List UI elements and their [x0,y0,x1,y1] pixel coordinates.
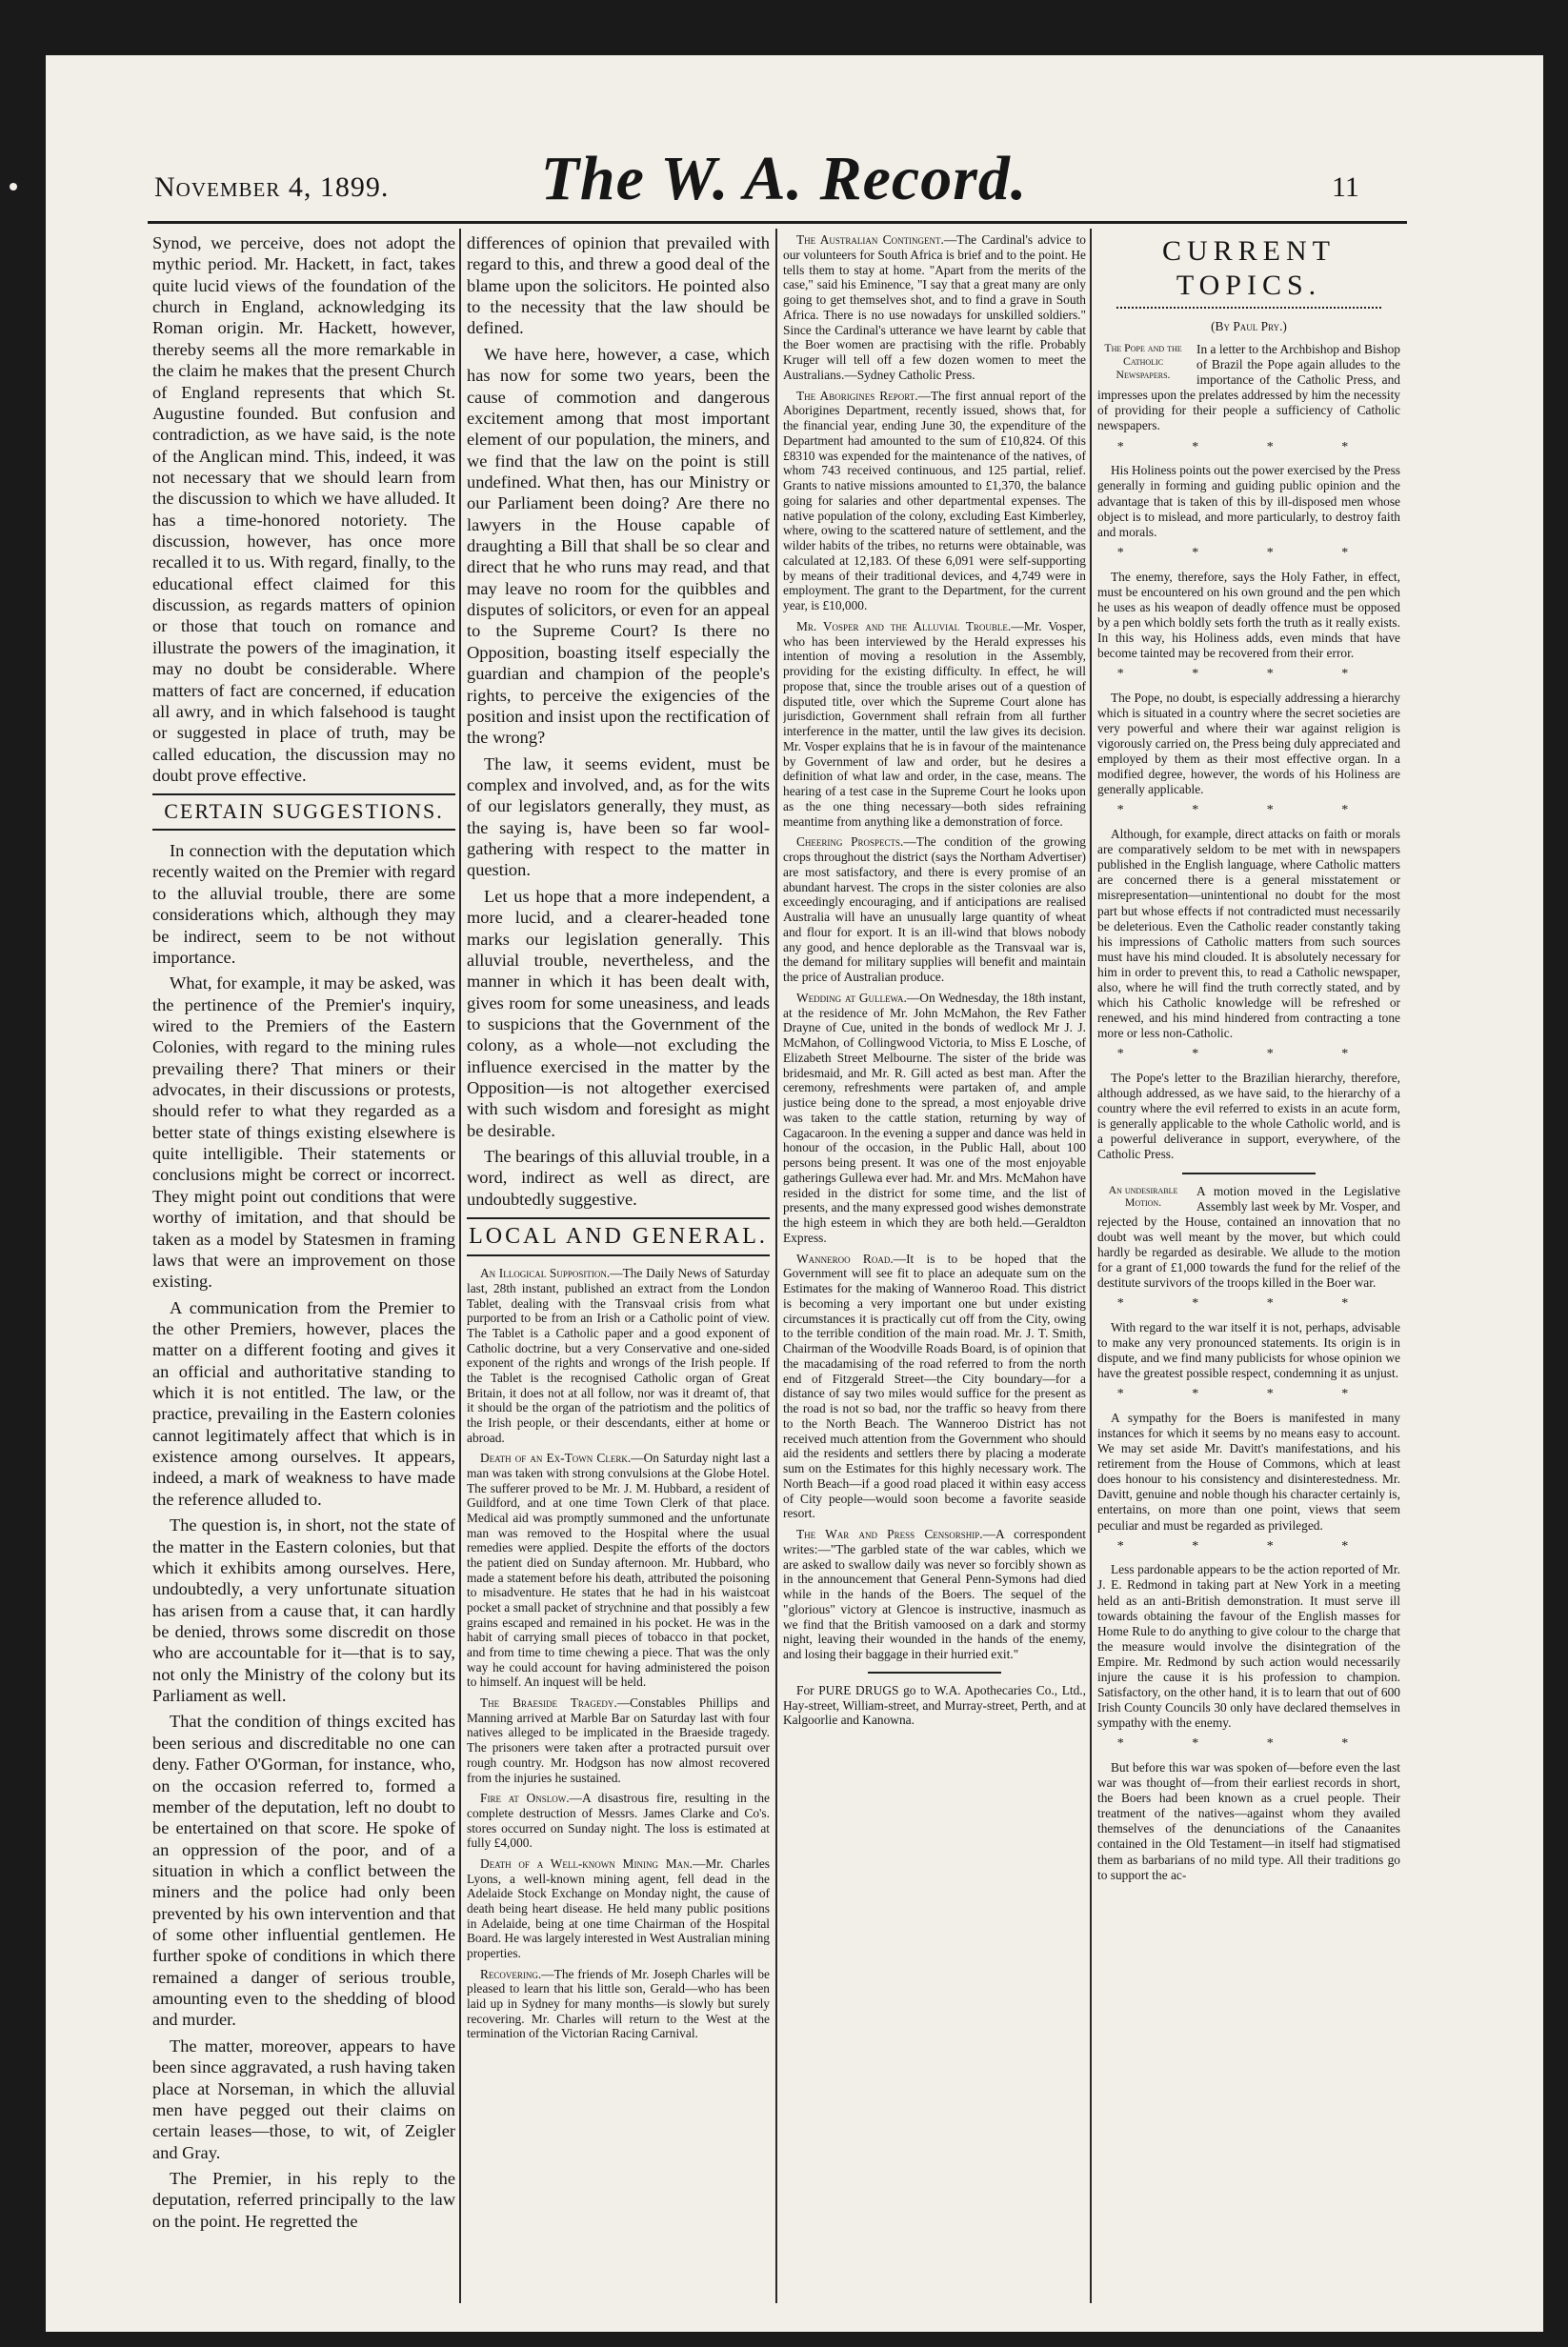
item-heading: Cheering Prospects.— [796,834,916,850]
column-1 [152,232,455,2322]
section-stars: * * * * [1116,1296,1381,1312]
advert-text: For PURE DRUGS go to W.A. Apothecaries Co., Ltd., Hay-street, William-street, and Murray-street, Perth, and at Kalgoorlie and Kanowna. [783,1682,1086,1728]
topic-paragraph: But before this war was spoken of—before even the last war was thought of—from their earliest records in short, the Boers had been known as a cruel people. Their treatment of the natives—against whom they availed themselves of the denunciations of the Canaanites contained in the Old Testament—in itself had stigmatised them as barbarians of no mild type. All their traditions go to support the ac- [1097,1760,1400,1882]
topic-paragraph: The Pope's letter to the Brazilian hierarchy, therefore, although addressed, as we have said, to the hierarchy of a country where the evil referred to exists in an acute form, is generally applicable to the whole Catholic world, and is a powerful deliverance in support, everywhere, of the Catholic Press. [1097,1071,1400,1162]
item-text: The Daily News of Saturday last, 28th instant, published an extract from the London Tablet, dealing with the Transvaal crisis from what purported to be from an Irish or a Catholic point of view. The Tablet is a Catholic paper and a good exponent of Catholic doctrine, but a very Conservative and one-sided exponent of the rights and wrongs of the Irish people. If the Tablet is the recognised Catholic organ of Great Britain, it does not at all follow, nor was it dreamt of, that it should be the organ of the patriotism and the politics of the Irish people, or their descendants, either at home or abroad. [467,1266,770,1445]
column-2 [467,232,770,2322]
item-text: The Cardinal's advice to our volunteers for South Africa is brief and to the point. He tells them to stay at home. "Apart from the merits of the case," said his Eminence, "I say that a great many are only going to get themselves shot, and to find a grave in South Africa. There is no use nowadays for unskilled soldiers." Since the Cardinal's utterance we have learnt by cable that the Boer women are practising with the rifle. Probably Kruger will tell off a few dozen women to meet the Australians.—Sydney Catholic Press. [783,232,1086,382]
article-paragraph: What, for example, it may be asked, was the pertinence of the Premier's inquiry, wired to the Premiers of the Eastern Colonies, with regard to the mining rules prevailing there? That miners or their advocates, in their discussions or protests, should refer to what they regarded as a better state of things existing elsewhere is quite intelligible. Their statements or conclusions might be correct or incorrect. They might point out conditions that were worthy of imitation, and that should be taken as a model by Statesmen in framing laws that were an improvement on those existing. [152,973,455,1292]
item-heading: Wedding at Gullewa.— [796,990,920,1005]
news-item [783,1527,1086,1662]
article-paragraph: The matter, moreover, appears to have been since aggravated, a rush having taken place at Norseman, in which the alluvial men have pegged out their claims on certain leases—those, to wit, of Zeigler and Gray. [152,2036,455,2162]
item-text: The friends of Mr. Joseph Charles will be pleased to learn that his little son, Gerald—who has been laid up in Sydney for many months—is slowly but surely recovering. Mr. Charles will return to the West at the termination of the Victorian Racing Carnival. [467,1966,770,2041]
topic-paragraph: In a letter to the Archbishop and Bishop of Brazil the Pope again alludes to the importance of the Catholic Press, and impresses upon the prelates addressed by him the necessity of providing for their people a sufficiency of Catholic newspapers. [1097,342,1400,433]
item-heading: An Illogical Supposition.— [480,1266,623,1281]
article-paragraph: The question is, in short, not the state of the matter in the Eastern colonies, but that which it exhibits among ourselves. Here, undoubtedly, a very unfortunate situation has arisen from a cause that, it can hardly be denied, throws some discredit on those who are accountable for it—that is to say, not only the Ministry of the colony but its Parliament as well. [152,1515,455,1706]
section-heading-certain-suggestions: CERTAIN SUGGESTIONS. [152,793,455,831]
column-3 [783,232,1086,2322]
news-item [783,232,1086,383]
article-paragraph: In connection with the deputation which recently waited on the Premier with regard to the alluvial trouble, there are some considerations which, although they may be indirect, seem to be not without importance. [152,841,455,967]
news-item [783,991,1086,1246]
side-heading-pope-newspapers: The Pope and the Catholic Newspapers. [1104,341,1182,381]
article-paragraph: The law, it seems evident, must be complex and involved, and, as for the wits of our legislators generally, they must, as the saying is, have been so far wool-gathering with respect to the matter in question. [467,753,770,880]
item-heading: Wanneroo Road.— [796,1251,907,1266]
news-item [467,1451,770,1690]
topic-paragraph: With regard to the war itself it is not, perhaps, advisable to make any very pronounced statements. Its origin is in dispute, and we find many publicists for whose opinion we have the greatest possible respect, condemning it as unjust. [1097,1319,1400,1381]
article-paragraph: Let us hope that a more independent, a more lucid, and a clearer-headed tone marks our legislation generally. This alluvial trouble, nevertheless, and the manner in which it has been dealt with, gives room for some uneasiness, and leads to suspicions that the Government of the colony, as a whole—not excluding the influence exercised in the matter by the Opposition—is not altogether exercised with such wisdom and foresight as might be desirable. [467,886,770,1140]
item-text: A correspondent writes:—"The garbled state of the war cables, which we are asked to swallow daily was never so forcibly shown as in the announcement that General Penn-Symons had died while in the hands of the Boers. The sequel of the "glorious" victory at Glencoe is instructive, inasmuch as we find that the British vamoosed on a dark and stormy night, leaving their wounded in the hands of the enemy, and losing their baggage in their hurried exit." [783,1527,1086,1661]
section-stars: * * * * [1116,803,1381,818]
item-heading: The Aborigines Report.— [796,388,931,403]
header-rule [148,221,1407,224]
section-stars: * * * * [1116,1047,1381,1062]
section-stars: * * * * [1116,1387,1381,1402]
section-stars: * * * * [1116,439,1381,454]
item-heading: Recovering.— [480,1966,554,1981]
item-heading: Death of a Well-known Mining Man. [480,1856,693,1871]
divider-rule [868,1672,1001,1674]
topic-paragraph: A motion moved in the Legislative Assembly last week by Mr. Vosper, and rejected by the House, contained an innovation that no doubt was well meant by the mover, but which could hardly be regarded as desirable. We allude to the motion for a grant of £1,000 towards the fund for the relief of the destitute survivors of the troops killed in the Boer war. [1097,1183,1400,1290]
topic-paragraph: A sympathy for the Boers is manifested in many instances for which it seems by no means easy to account. We may set aside Mr. Davitt's manifestations, and his retirement from the House of Commons, which at least does honour to his consistency and disinterestedness. Mr. Davitt, genuine and noble though his character certainly is, entertains, on more than one point, views that seem peculiar and must be regarded as privileged. [1097,1410,1400,1533]
advertisement [783,1683,1086,1728]
side-heading-undesirable-motion: An undesirable Motion. [1108,1182,1178,1210]
item-text: On Wednesday, the 18th instant, at the residence of Mr. John McMahon, the Rev Father Drayne of Cue, united in the bonds of wedlock Mr J. J. McMahon, of Collingwood Victoria, to Miss E Losche, of Elizabeth Street Melbourne. The sister of the bride was bridesmaid, and Mr. R. Gill acted as best man. After the ceremony, refreshments were partaken of, and ample justice being done to the spread, a most enjoyable drive was taken to the cattle station, returning by way of Cagacaroon. In the evening a supper and dance was held in honour of the occasion, in the Public Hall, about 100 persons being present. It was one of the most enjoyable gatherings Gullewa ever had. Mr. and Mrs. McMahon have resided in the district for some time, and the list of presents, and the many expressed good wishes demonstrate the high esteem in which they are both held.—Geraldton Express. [783,990,1086,1245]
masthead-title: The W. A. Record. [540,144,1028,213]
decorative-rule [1116,307,1381,313]
section-stars: * * * * [1116,1736,1381,1752]
topic-paragraph: The Pope, no doubt, is especially addressing a hierarchy which is situated in a country where the secret societies are very powerful and where their war against religion is vigorously carried on, the Press being duly appreciated and employed by them as their most effective organ. In a modified degree, however, the words of his Holiness are generally applicable. [1097,690,1400,797]
divider-rule [1182,1173,1316,1174]
article-paragraph: The bearings of this alluvial trouble, in a word, indirect as well as direct, are undoubtedly suggestive. [467,1147,770,1209]
column-divider [459,229,461,2303]
local-news-items [467,1266,770,2041]
news-item [783,1252,1086,1522]
article-paragraph: A communication from the Premier to the other Premiers, however, places the matter on a different footing and gives it an official and authoritative standing to which it is not entitled. The law, or the practice, prevailing in the Eastern colonies cannot legitimately affect that which is in existence among ourselves. It appears, indeed, a mark of weakness to have made the reference alluded to. [152,1297,455,1509]
topic-paragraph: His Holiness points out the power exercised by the Press generally in forming and guiding public opinion and the advantage that is taken of this by ill-disposed men whose object is to mislead, and more particularly, to destroy faith and morals. [1097,463,1400,539]
column-divider [1090,229,1092,2303]
article-paragraph: The Premier, in his reply to the deputation, referred principally to the law on the point. He regretted the [152,2168,455,2231]
column-divider [775,229,777,2303]
item-heading: Mr. Vosper and the Alluvial Trouble. [796,618,1012,633]
section-stars: * * * * [1116,1538,1381,1554]
synod-paragraph: Synod, we perceive, does not adopt the mythic period. Mr. Hackett, in fact, takes quite lucid views of the foundation of the church in England, acknowledging its Roman origin. Mr. Hackett, however, thereby seems all the more remarkable in the claim he makes that the present Church of England represents that which St. Augustine founded. But confusion and contradiction, as we have said, is the note of the Anglican mind. This, indeed, it was not necessary that we should learn from the discussion to which we have alluded. It has a time-honored notoriety. The discussion, however, has once more recalled it to us. With regard, finally, to the educational effect claimed for this discussion, as regards matters of opinion or those that touch on romance and illustrate the powers of the imagination, it may no doubt be considerable. Where matters of fact are concerned, if education all awry, and in which falsehood is taught or suggested in place of truth, may be called education, the discussion may no doubt prove effective. [152,233,455,785]
item-text: The condition of the growing crops throughout the district (says the Northam Advertiser) are most satisfactory, and there is every promise of an abundant harvest. The crops in the sister colonies are also exceedingly encouraging, and if anticipations are realised Australia will have an unusually large quantity of wheat and flour for export. It is an ill-wind that blows nobody any good, and hence deplorable as the Transvaal war is, the demand for military supplies will benefit and maintain the price of Australian produce. [783,834,1086,984]
current-topics-heading: CURRENT TOPICS. [1161,235,1336,301]
item-heading: Fire at Onslow.— [480,1791,582,1806]
section-stars: * * * * [1116,667,1381,681]
news-item [467,1791,770,1851]
article-paragraph: We have here, however, a case, which has now for some two years, been the cause of commotion and dangerous excitement among that most important element of our population, the miners, and we find that the law on the point is still undefined. What then, has our Ministry or our Parliament been doing? Are there no lawyers in the House capable of draughting a Bill that shall be so clear and direct that he who runs may read, and that may leave no room for the quibbles and disputes of solicitors, or even for an appeal to the Supreme Court? Is there no Opposition, boasting itself especially the guardian and champion of the people's rights, to perceive the exigencies of the position and insist upon the rectification of the wrong? [467,344,770,748]
article-paragraph: differences of opinion that prevailed with regard to this, and threw a good deal of the blame upon the solicitors. He pointed also to the necessity that the law should be defined. [467,233,770,338]
item-text: On Saturday night last a man was taken with strong convulsions at the Globe Hotel. The sufferer proved to be Mr. J. M. Hubbard, a resident of Guildford, and at one time Town Clerk of that place. Medical aid was promptly summoned and the unfortunate man was removed to the Hospital where the usual remedies were applied. Despite the efforts of the doctors the patient died on Sunday afternoon. Mr. Hubbard, who made a statement before his death, attributed the poisoning to misadventure. He states that he had in his waistcoat pocket a small packet of strychnine and that possibly a few grains escaped and remained in his pocket. He was in the habit of carrying small pieces of tobacco in that pocket, and from time to time chewing a piece. That was the only way he could account for having administered the poison to himself. An inquest will be held. [467,1451,770,1690]
issue-date: November 4, 1899. [154,171,390,203]
item-text: —Mr. Charles Lyons, a well-known mining agent, fell dead in the Adelaide Stock Exchange on Monday night, the cause of death being heart disease. He held many public positions in Adelaide, being at one time Chairman of the Hospital Board. He was largely interested in West Australian mining properties. [467,1856,770,1960]
news-item [783,834,1086,985]
item-text: —Mr. Vosper, who has been interviewed by the Herald expresses his intention of moving a resolution in the Assembly, providing for the existing difficulty. In effect, he will propose that, since the trouble arises out of a question of disputed title, over which the Supreme Court alone has jurisdiction, Government shall refrain from all further interference in the matter, until the law gives its decision. Mr. Vosper explains that he is in favour of the maintenance by Government of law and order, but he desires a definition of what law and order, in the case, means. The hearing of a test case in the Supreme Court he looks upon as the one thing necessary—both sides refraining meantime from anything like a demonstration of force. [783,618,1086,829]
news-item [467,1856,770,1961]
news-item [783,389,1086,613]
news-item [467,1967,770,2041]
article-paragraph: That the condition of things excited has been serious and discreditable no one can deny. Father O'Gorman, for instance, who, on the occasion referred to, formed a member of the deputation, left no doubt to be entertained on that score. He spoke of an oppression of the poor, and of a situation in which a conflict between the miners and the police had only been prevented by his own intervention and that of some other influential gentlemen. He further spoke of conditions in which there remained a danger of serious trouble, amounting even to the shedding of blood and murder. [152,1712,455,2030]
news-item [467,1266,770,1445]
topic-paragraph: Although, for example, direct attacks on faith or morals are comparatively seldom to be met with in newspapers published in the English language, where Catholic matters are concerned there is a general misstatement or misrepresentation—unintentional no doubt for the most part but whose effects if not contradicted must necessarily be deleterious. Even the Catholic reader constantly taking his impressions of Catholic matters from such sources must have his mind clouded. It is absolutely necessary for him in order to prevent this, to read a Catholic newspaper, also, where he will find the truth correctly stated, and by which his Catholic knowledge will be refreshed or renewed, and his mind hindered from contracting a tone more or less non-Catholic. [1097,827,1400,1041]
item-heading: Death of an Ex-Town Clerk.— [480,1451,644,1466]
item-text: A disastrous fire, resulting in the complete destruction of Messrs. James Clarke and Co's. stores occurred on Sunday night. The loss is estimated at fully £4,000. [467,1791,770,1851]
column-4 [1097,232,1400,2322]
item-heading: The Braeside Tragedy.— [480,1695,631,1711]
topic-paragraph: Less pardonable appears to be the action reported of Mr. J. E. Redmond in taking part at New York in a meeting held as an anti-British demonstration. It must serve ill towards obtaining the favour of the English masses for Home Rule to do anything to give colour to the charge that the measure would involve the disintegration of the Empire. Mr. Redmond by such action would necessarily injure the cause it is his profession to champion. Satisfactory, on the other hand, it is to learn that out of 600 Irish County Councils 30 only have declared themselves in sympathy with the enemy. [1097,1562,1400,1731]
page-number: 11 [1332,171,1359,203]
news-item [467,1695,770,1785]
item-text: The first annual report of the Aborigines Department, recently issued, shows that, for the financial year, ending June 30, the expenditure of the Department had amounted to the sum of £10,824. Of this £8310 was expended for the maintenance of the natives, of whom 743 received continuous, and 125 partial, relief. Grants to native missions amounted to £1,370, the balance going for salaries and other departmental expenses. The native population of the colony, excluding East Kimberley, where, owing to the scattered nature of settlement, and the wilder habits of the tribes, no returns were obtainable, was calculated at 12,183. Of these 6,091 were self-supporting by means of their traditional devices, and 4,749 were in employment. The grant to the Department, for the current year, is £10,000. [783,388,1086,612]
byline: (By Paul Pry.) [1211,319,1287,333]
section-heading-local-and-general: LOCAL AND GENERAL. [467,1217,770,1256]
section-stars: * * * * [1116,545,1381,560]
news-item [783,619,1086,830]
item-heading: The War and Press Censorship.— [796,1527,996,1541]
item-text: It is to be hoped that the Government will see fit to place an adequate sum on the Estimates for the making of Wanneroo Road. This district is becoming a very important one but under existing circumstances it is practically cut off from the City, owing to the terrible condition of the main road. Mr. J. T. Smith, Chairman of the Woodville Roads Board, is of opinion that the macadamising of the road referred to from the north end of Fitzgerald Street—the City boundary—for a distance of say two miles would suffice for the present as the road is not so bad, nor the traffic so heavy from there to the North Beach. The Wanneroo District has not received much attention from the Government who should aid the residents and settlers there by placing a moderate sum on the Estimates for this highly necessary work. The North Beach—if a good road placed it within easy access of City people—would soon become a favorite seaside resort. [783,1251,1086,1521]
topic-paragraph: The enemy, therefore, says the Holy Father, in effect, must be encountered on his own ground and the pen which he uses as his weapon of deadly offence must be opposed by a pen which boldly sets forth the truth as it really exists. In this way, his Holiness adds, even minds that have become tainted may be recovered from their error. [1097,569,1400,660]
item-text: Constables Phillips and Manning arrived at Marble Bar on Saturday last with four natives alleged to be implicated in the Braeside tragedy. The prisoners were taken after a protracted pursuit over rough country. Mr. Hodgson has now almost recovered from the injuries he sustained. [467,1695,770,1785]
item-heading: The Australian Contingent.— [796,232,957,247]
